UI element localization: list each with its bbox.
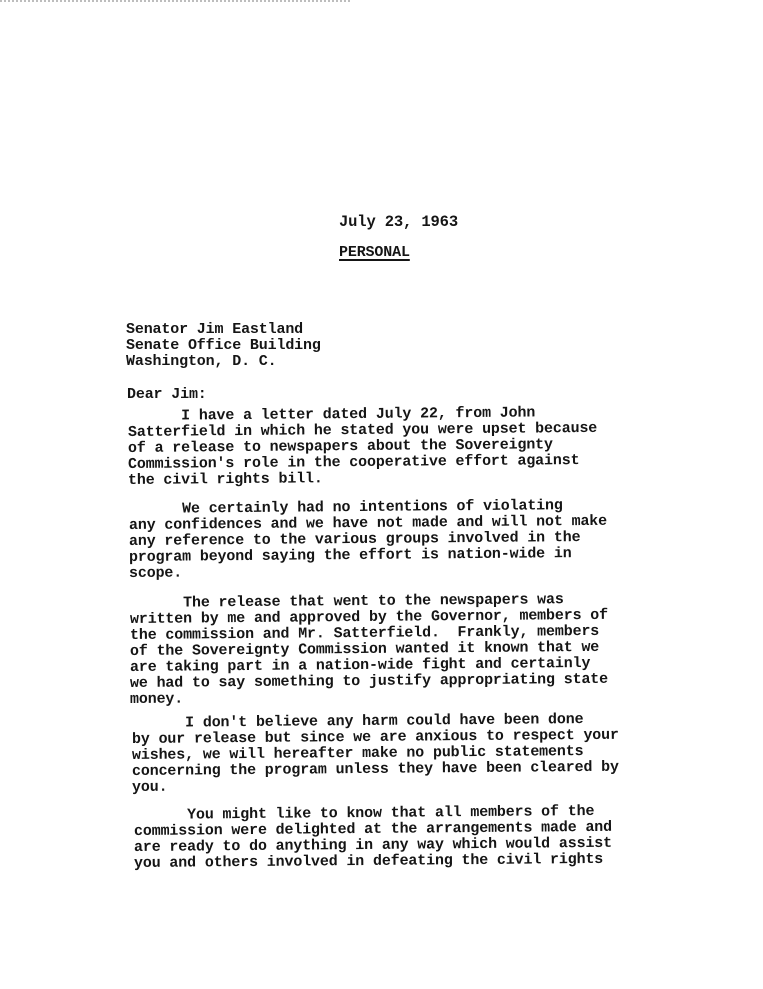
body-line: wishes, we will hereafter make no public statements <box>131 743 584 764</box>
body-line: I have a letter dated July 22, from John <box>127 404 536 425</box>
address-line: Senator Jim Eastland <box>126 321 304 338</box>
body-line: we had to say something to justify appropriating state <box>129 670 609 692</box>
body-line: commission were delighted at the arrangements made and <box>133 818 613 840</box>
scan-edge-rule <box>0 0 350 2</box>
body-line: are ready to do anything in any way which would assist <box>133 834 613 856</box>
address-line: Senate Office Building <box>126 337 321 354</box>
body-line: program beyond saying the effort is nation-wide in <box>128 545 572 566</box>
body-line: of a release to newspapers about the Sovereignty <box>127 436 553 457</box>
body-line: You might like to know that all members of the <box>133 802 595 824</box>
body-line: any reference to the various groups involved in the <box>128 529 581 550</box>
body-line: are taking part in a nation-wide fight and certainly <box>129 654 591 676</box>
body-line: scope. <box>128 564 183 582</box>
body-line: you. <box>131 778 168 796</box>
body-line: concerning the program unless they have been cleared by <box>131 758 619 780</box>
address-line: Washington, D. C. <box>126 353 277 370</box>
body-line: the civil rights bill. <box>127 470 323 489</box>
body-line: Satterfield in which he stated you were upset because <box>127 419 598 441</box>
letter-date: July 23, 1963 <box>339 213 458 231</box>
salutation: Dear Jim: <box>127 386 207 403</box>
body-line: the commission and Mr. Satterfield. Frankly, members <box>129 622 600 644</box>
body-line: any confidences and we have not made and will not make <box>128 512 608 534</box>
personal-marking: PERSONAL <box>339 244 410 261</box>
body-line: I don't believe any harm could have been done <box>131 711 584 732</box>
body-line: by our release but since we are anxious to respect your <box>131 726 619 748</box>
body-line: The release that went to the newspapers was <box>129 591 564 612</box>
body-line: you and others involved in defeating the civil rights <box>133 850 604 872</box>
body-line: of the Sovereignty Commission wanted it known that we <box>129 638 600 660</box>
body-line: Commission's role in the cooperative effort against <box>127 452 580 473</box>
body-line: We certainly had no intentions of violating <box>128 497 563 518</box>
body-line: written by me and approved by the Governor, members of <box>129 606 609 628</box>
body-line: money. <box>129 690 184 708</box>
